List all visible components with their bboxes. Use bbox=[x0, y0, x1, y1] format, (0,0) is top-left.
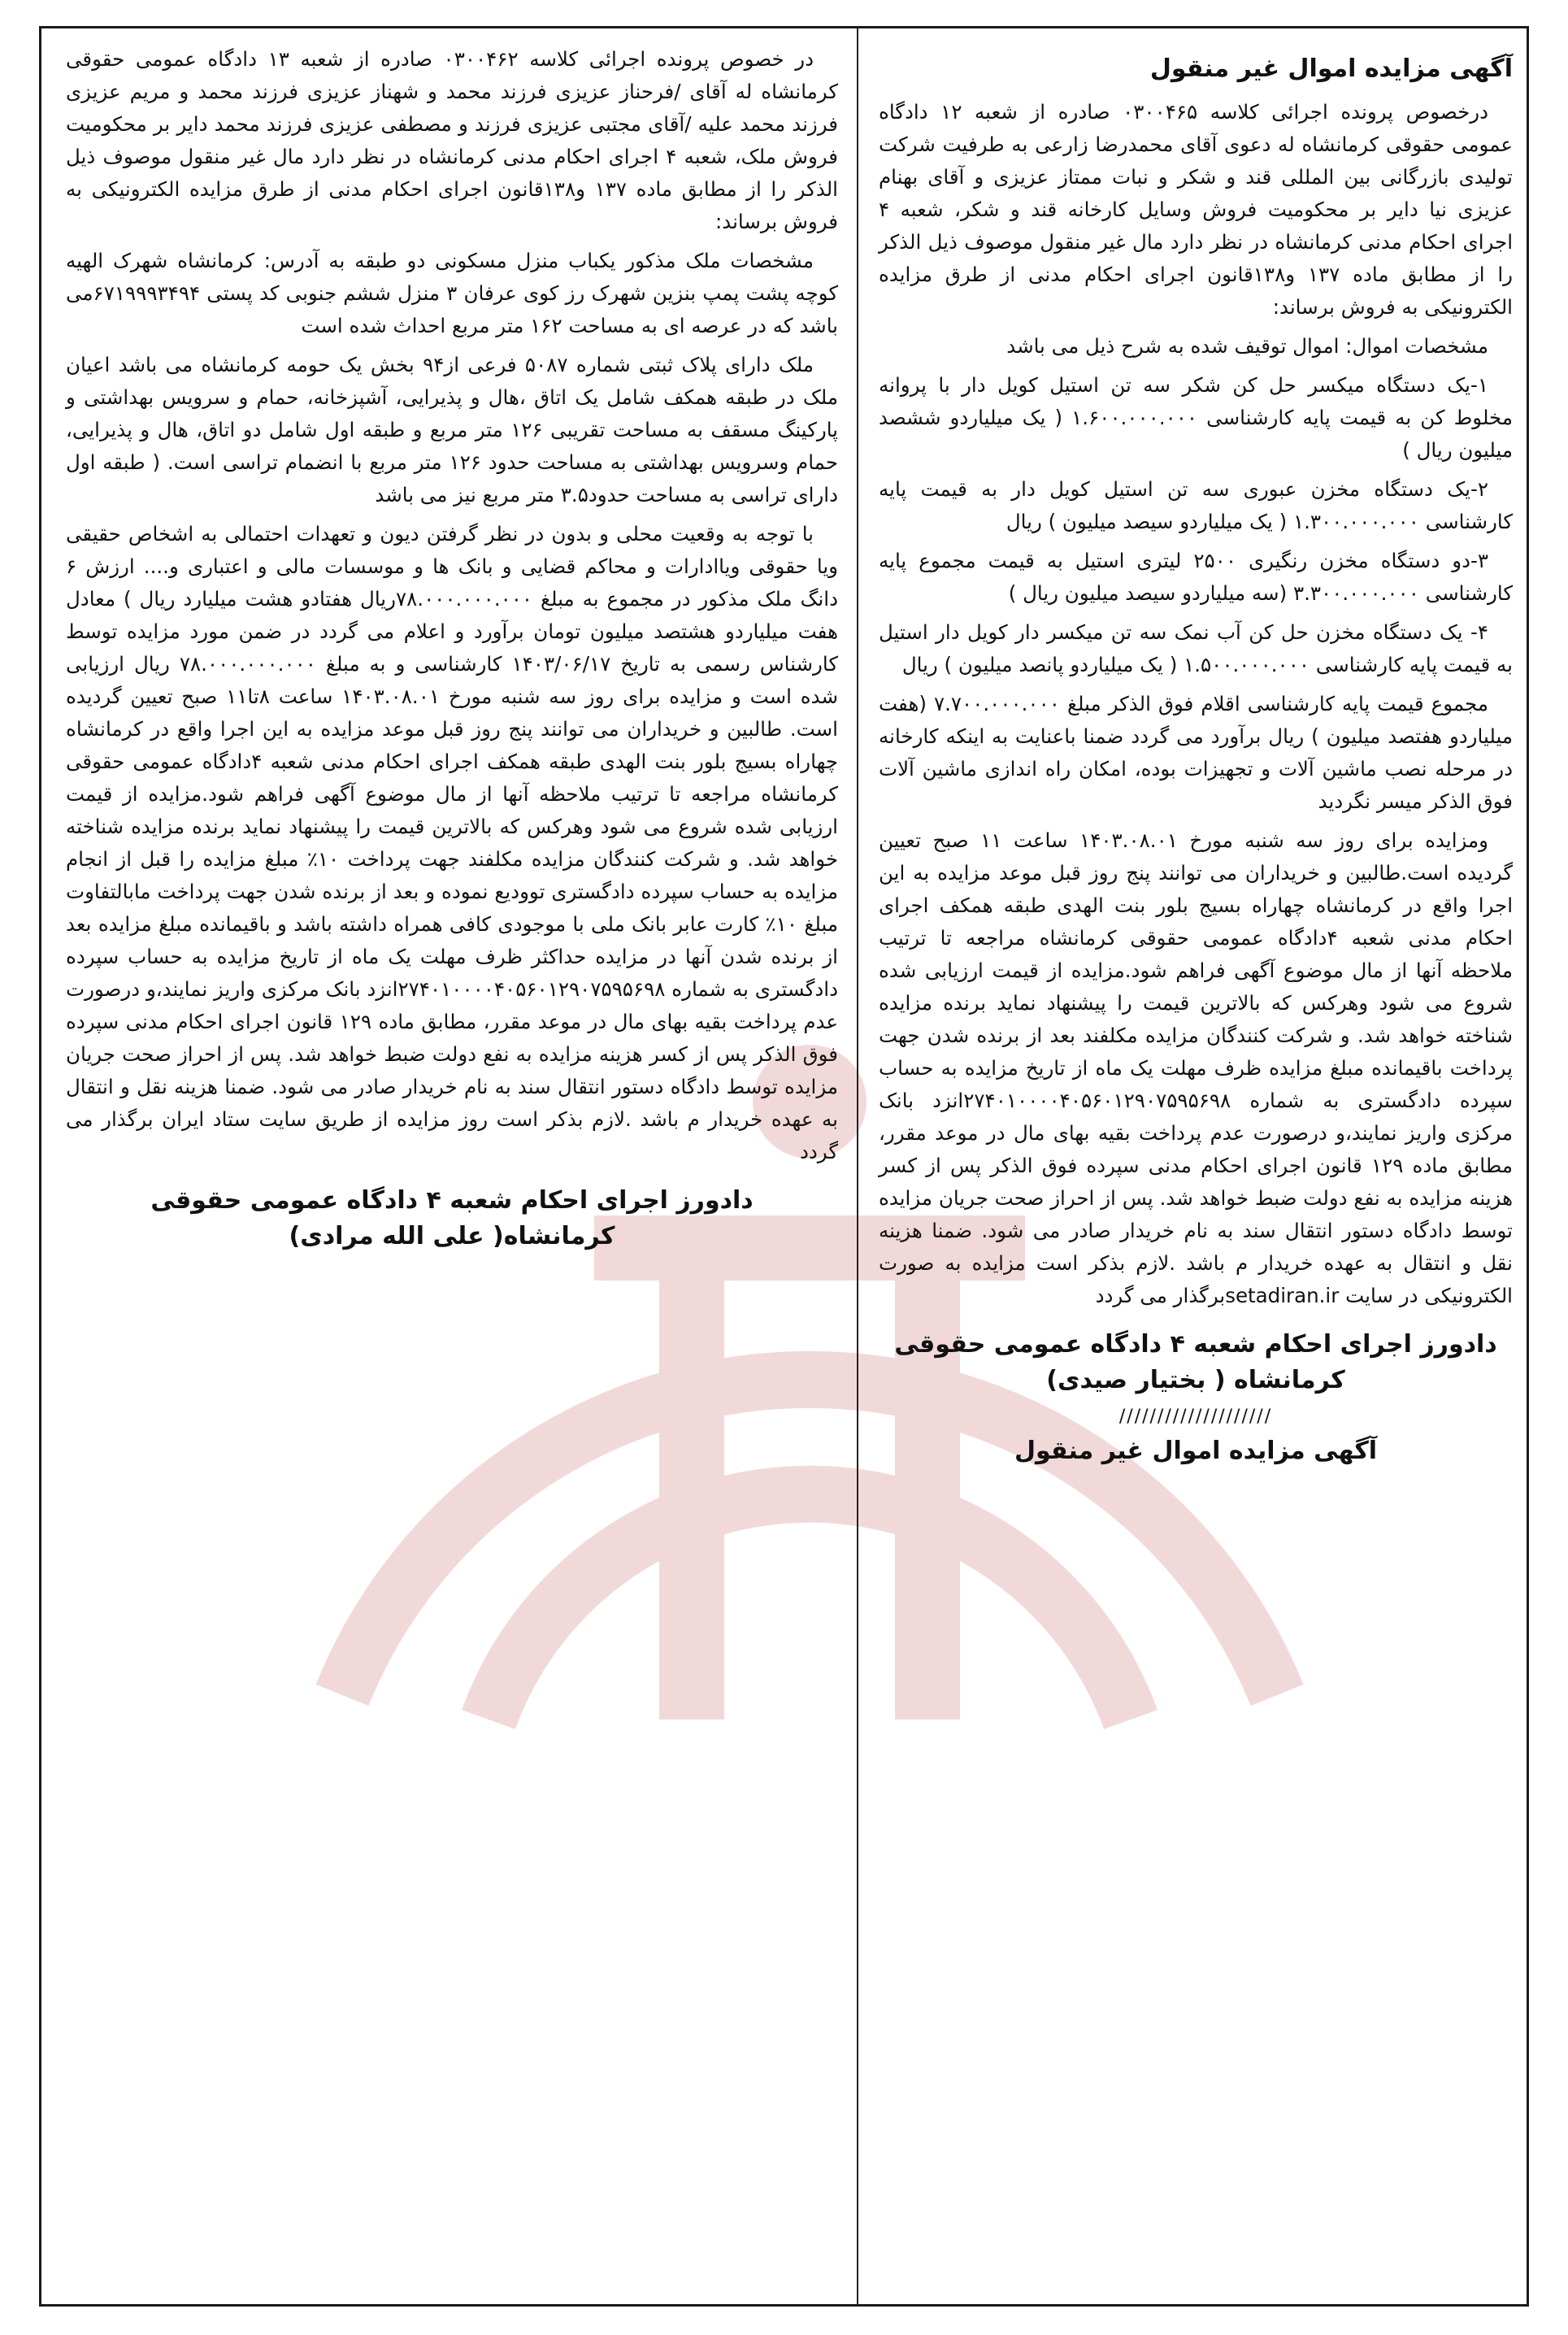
left-column bbox=[66, 43, 838, 1263]
separator: //////////////////// bbox=[1118, 1407, 1273, 1427]
left-valuation-terms: با توجه به وقعیت محلی و بدون در نظر گرفتن دیون و تعهدات احتمالی به اشخاص حقیقی ویا حقوقی ویاادارات و محاکم قضایی و بانک ها و موسسات مالی و اعتباری و.... ارزش ۶ دانگ ملک مذکور در مجموع به مبلغ ۷۸.۰۰۰.۰۰۰.۰۰۰ریال هفتادو هشت میلیارد ریال ) معادل هفت میلیاردو هشتصد میلیون تومان برآورد و اعلام می گردد در ضمن مورد مزایده توسط کارشناس رسمی به تاریخ ۱۴۰۳/۰۶/۱۷ کارشناسی و به مبلغ ۷۸.۰۰۰.۰۰۰.۰۰۰ ریال ارزیابی شده است و مزایده برای روز سه شنبه مورخ ۱۴۰۳.۰۸.۰۱ ساعت ۸تا۱۱ صبح تعیین گردیده است. طالبین و خریداران می توانند پنج روز قبل موعد مزایده به این اجرا واقع در کرمانشاه چهاراه بسیج بلور بنت الهدی طبقه همکف اجرای احکام مدنی شعبه ۴دادگاه عمومی حقوقی کرمانشاه مراجعه تا ترتیب ملاحظه آنها از مال موضوع آگهی فراهم شود.مزایده از قیمت ارزیابی شده شروع می شود وهرکس که بالاترین قیمت را پیشنهاد نماید برنده مزایده شناخته خواهد شد. و شرکت کنندگان مزایده مکلفند جهت پرداخت ۱۰٪ مبلغ مزایده را قبل از انجام مزایده به حساب سپرده دادگستری توودیع نموده و بعد از برنده شدن جهت پرداخت مابالتفاوت مبلغ ۱۰٪ کارت عابر بانک ملی با موجودی کافی همراه داشته باشد و باقیمانده مبلغ مزایده بعد از برنده شدن آنها در مزایده حداکثر ظرف مهلت یک ماه از تاریخ مزایده به حساب سپرده دادگستری به شماره ۲۷۴۰۱۰۰۰۰۴۰۵۶۰۱۲۹۰۷۵۹۵۶۹۸انزد بانک مرکزی واریز نمایند،و درصورت عدم پرداخت بقیه بهای مال در موعد مقرر، مطابق ماده ۱۲۹ قانون اجرای احکام مدنی سپرده فوق الذکر پس از کسر هزینه مزایده به نفع دولت ضبط خواهد شد. پس از احراز صحت جریان مزایده توسط دادگاه دستور انتقال سند به نام خریدار صادر می شود. ضمنا هزینه نقل و انتقال به عهده خریدار م باشد .لازم بذکر است روز مزایده از طریق سایت ستاد ایران برگذار می گردد bbox=[66, 522, 839, 1163]
right-signature-line-1: دادورز اجرای احکام شعبه ۴ دادگاه عمومی حقوقی bbox=[894, 1330, 1497, 1359]
right-signature bbox=[879, 1327, 1513, 1398]
left-intro: در خصوص پرونده اجرائی کلاسه ۰۳۰۰۴۶۲ صادره از شعبه ۱۳ دادگاه عمومی حقوقی کرمانشاه له آقای /فرحناز عزیزی فرزند محمد و شهناز عزیزی فرزند محمد و مریم عزیزی فرزند محمد علیه /آقای مجتبی عزیزی فرزند و مصطفی عزیزی فرزند محمد دایر بر محکومیت فروش ملک، شعبه ۴ اجرای احکام مدنی کرمانشاه در نظر دارد مال غیر منقول موصوف ذیل الذکر را از مطابق ماده ۱۳۷ و۱۳۸قانون اجرای احکام مدنی از طرق مزایده الکترونیکی به فروش برساند: bbox=[66, 47, 839, 233]
column-divider bbox=[857, 28, 858, 2304]
right-auction-text: ومزایده برای روز سه شنبه مورخ ۱۴۰۳.۰۸.۰۱ ساعت ۱۱ صبح تعیین گردیده است.طالبین و خریداران می توانند پنج روز قبل موعد مزایده به این اجرا واقع در کرمانشاه چهاراه بسیج بلور بنت الهدی طبقه همکف اجرای احکام مدنی شعبه ۴دادگاه عمومی حقوقی کرمانشاه مراجعه تا ترتیب ملاحظه آنها از مال موضوع آگهی فراهم شود.مزایده از قیمت ارزیابی شده شروع می شود وهرکس که بالاترین قیمت را پیشنهاد نماید برنده مزایده شناخته خواهد شد. و شرکت کنندگان مزایده مکلفند بعد از برنده شدن جهت پرداخت باقیمانده مبلغ مزایده ظرف مهلت یک ماه از تاریخ مزایده به حساب سپرده دادگستری به شماره ۲۷۴۰۱۰۰۰۰۴۰۵۶۰۱۲۹۰۷۵۹۵۶۹۸انزد بانک مرکزی واریز نمایند،و درصورت عدم پرداخت بقیه بهای مال در موعد مقرر، مطابق ماده ۱۲۹ قانون اجرای احکام مدنی سپرده فوق الذکر پس از کسر هزینه مزایده به نفع دولت ضبط خواهد شد. پس از احراز صحت جریان مزایده توسط دادگاه دستور انتقال سند به نام خریدار صادر می شود. ضمنا هزینه نقل و انتقال به عهده خریدار م باشد .لازم بذکر است مزایده به صورت الکترونیکی در سایت bbox=[879, 828, 1513, 1307]
website-link[interactable]: setadiran.ir bbox=[1225, 1284, 1340, 1307]
right-total: مجموع قیمت پایه کارشناسی اقلام فوق الذکر مبلغ ۷.۷۰۰.۰۰۰.۰۰۰ (هفت میلیاردو هفتصد میلیون ) ریال برآورد می گردد ضمنا باعنایت به اینکه کارخانه در مرحله نصب ماشین آلات و تجهیزات بوده، امکان راه اندازی ماشین آلات فوق الذکر میسر نگردید bbox=[879, 692, 1513, 813]
right-item-4: ۴- یک دستگاه مخزن حل کن آب نمک سه تن میکسر دار کویل دار استیل به قیمت پایه کارشناسی ۱.۵۰۰.۰۰۰.۰۰۰ ( یک میلیاردو پانصد میلیون ) ریال bbox=[879, 620, 1513, 676]
right-specs-heading: مشخصات اموال: اموال توقیف شده به شرح ذیل می باشد bbox=[1006, 334, 1488, 358]
right-intro: درخصوص پرونده اجرائی کلاسه ۰۳۰۰۴۶۵ صادره از شعبه ۱۲ دادگاه عمومی حقوقی کرمانشاه له دعوی آقای محمدرضا زارعی به طرفیت شرکت تولیدی بازرگانی بین المللی قند و شکر و نبات ممتاز عزیزی و آقای بهنام عزیزی نیا دایر بر محکومیت فروش وسایل کارخانه قند و شکر، شعبه ۴ اجرای احکام مدنی کرمانشاه در نظر دارد مال غیر منقول موصوف ذیل الذکر را از مطابق ماده ۱۳۷ و۱۳۸قانون اجرای احکام مدنی از طرق مزایده الکترونیکی به فروش برساند: bbox=[879, 100, 1514, 319]
right-auction-end: برگذار می گردد bbox=[1095, 1284, 1226, 1307]
right-column bbox=[879, 43, 1513, 1465]
right-auction-terms bbox=[879, 824, 1513, 1312]
right-item-1: ۱-یک دستگاه میکسر حل کن شکر سه تن استیل کویل دار با پروانه مخلوط کن به قیمت پایه کارشناسی ۱.۶۰۰.۰۰۰.۰۰۰ ( یک میلیاردو ششصد میلیون ریال ) bbox=[879, 373, 1513, 462]
notice-title-right: آگهی مزایده اموال غیر منقول bbox=[1149, 54, 1513, 83]
left-property-details: ملک دارای پلاک ثبتی شماره ۵۰۸۷ فرعی از۹۴ بخش یک حومه کرمانشاه می باشد اعیان ملک در طبقه همکف شامل یک اتاق ،هال و پذیرایی، آشپزخانه، حمام و سرویس بهداشتی و پارکینگ مسقف به مساحت تقریبی ۱۲۶ متر مربع و طبقه اول شامل دو اتاق، هال و پذیرایی، حمام وسرویس بهداشتی به مساحت حدود ۱۲۶ متر مربع با انضمام تراسی است. ( طبقه اول دارای تراسی به مساحت حدود۳.۵ متر مربع نیز می باشد bbox=[66, 353, 838, 507]
right-item-2: ۲-یک دستگاه مخزن عبوری سه تن استیل کویل دار به قیمت پایه کارشناسی ۱.۳۰۰.۰۰۰.۰۰۰ ( یک میلیاردو سیصد میلیون ) ریال bbox=[879, 477, 1513, 533]
right-signature-line-2: کرمانشاه ( بختیار صیدی) bbox=[1046, 1366, 1345, 1394]
left-signature bbox=[66, 1183, 838, 1254]
notice-title-bottom: آگهی مزایده اموال غیر منقول bbox=[1014, 1437, 1378, 1465]
left-signature-line-2: کرمانشاه( علی الله مرادی) bbox=[289, 1222, 615, 1250]
left-property-specs: مشخصات ملک مذکور یکباب منزل مسکونی دو طبقه به آدرس: کرمانشاه شهرک الهیه کوچه پشت پمپ بنزین شهرک رز کوی عرفان ۳ منزل ششم جنوبی کد پستی ۶۷۱۹۹۹۳۴۹۴می باشد که در عرصه ای به مساحت ۱۶۲ متر مربع احداث شده است bbox=[66, 249, 839, 337]
notice-page bbox=[39, 26, 1529, 2307]
right-item-3: ۳-دو دستگاه مخزن رنگیری ۲۵۰۰ لیتری استیل به قیمت مجموع پایه کارشناسی ۳.۳۰۰.۰۰۰.۰۰۰ (سه میلیاردو سیصد میلیون ریال ) bbox=[879, 549, 1513, 605]
left-signature-line-1: دادورز اجرای احکام شعبه ۴ دادگاه عمومی حقوقی bbox=[150, 1186, 754, 1215]
